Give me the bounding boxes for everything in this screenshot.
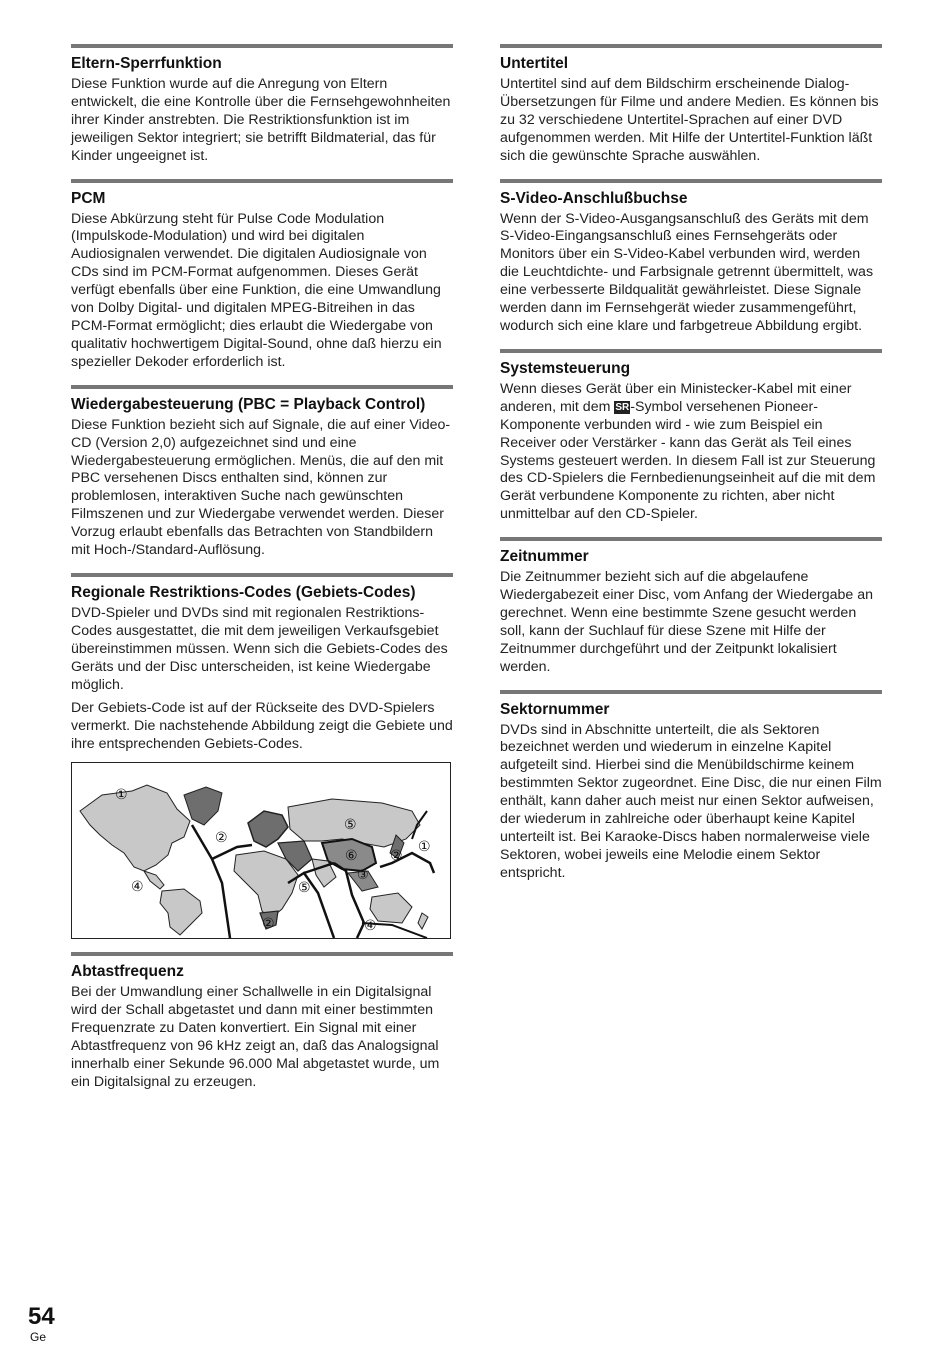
left-column — [71, 44, 453, 1105]
section-heading: Sektornummer — [500, 700, 610, 718]
section-text: Bei der Umwandlung einer Schallwelle in ein Digitalsignal wird der Schall abgetastet und dann mit einer bestimmten Frequenzrate zu Daten konvertiert. Ein Signal mit einer Abtastfrequenz von 96 kHz zeigt an, daß das Analogsignal innerhalb einer Sekunde 96.000 Mal abgetastet wurde, um ein Digitalsignal zu erzeugen. — [71, 984, 440, 1090]
section-text: DVDs sind in Abschnitte unterteilt, die als Sektoren bezeichnet werden und wiederum in einzelne Kapitel aufgeteilt sind. Hierbei sind die Menübildschirme keinem bestimmten Sektor zugeordnet. Eine Disc, die nur einen Film enthält, kann daher auch meist nur einen Sektor aufweisen, der wiederum in zahlreiche oder überhaupt keine Kapitel unterteilt ist. Bei Karaoke-Discs haben normalerweise viele Sektoren, wobei jeweils eine Melodie einem Sektor entspricht. — [500, 721, 882, 881]
section-heading: Abtastfrequenz — [71, 963, 184, 981]
right-column — [500, 44, 882, 896]
section-text: Wenn der S-Video-Ausgangsanschluß des Geräts mit dem S-Video-Eingangsanschluß eines Fernsehgeräts oder Monitors über ein S-Video-Kabel verbunden wird, werden die Leuchtdichte- und Farbsignale getrennt übermittelt, was eine verbesserte Bildqualität gewährleistet. Diese Signale werden dann im Fernsehgerät wieder zusammengeführt, wodurch sich eine klare und farbgetreue Abbildung ergibt. — [500, 210, 874, 334]
section-eltern-sperrfunktion — [71, 44, 453, 166]
map-region-label: ① — [115, 787, 128, 804]
page-number: 54 — [28, 1303, 55, 1330]
section-heading: Untertitel — [500, 55, 569, 72]
section-pbc — [71, 385, 453, 560]
section-text: Die Zeitnummer bezieht sich auf die abgelaufene Wiedergabezeit einer Disc, vom Anfang der Wiedergabe an gerechnet. Wenn eine bestimmte Szene gesucht werden soll, kann der Suchlauf für diese Szene mit Hilfe der Zeitnummer durchgeführt und der Zeitpunkt lokalisiert werden. — [500, 569, 874, 675]
section-pcm — [71, 179, 453, 372]
map-region-label: ① — [418, 839, 431, 856]
section-untertitel — [500, 44, 882, 166]
text-part: -Symbol versehenen Pioneer-Komponente verbunden wird - wie zum Beispiel ein Receiver oder Verstärker - kann das Gerät als Teil eines Systems gesteuert werden. In diesem Fall ist zur Steuerung des CD-Spielers die Fernbedienungseinheit auf die mit dem Gerät verbundene Komponente zu richten, aber nicht unmittelbar auf den CD-Spieler. — [500, 398, 876, 523]
greenland-shape — [184, 787, 222, 825]
page-language-code: Ge — [30, 1330, 47, 1344]
world-map-graphic — [72, 763, 450, 938]
section-heading: Eltern-Sperrfunktion — [71, 55, 222, 72]
section-heading: Systemsteuerung — [500, 359, 631, 377]
section-text: Diese Funktion bezieht sich auf Signale, die auf einer Video-CD (Version 2,0) aufgezeichnet sind und eine Wiedergabesteuerung ermöglichen. Menüs, die auf den mit PBC versehenen Discs enthalten sind, können zur problemlosen, interaktiven Suche nach gewünschten Filmszenen und zur Wiedergabe verwendet werden. Dieser Vorzug erlaubt ebenfalls das Betrachten von Standbildern mit Hoch-/Standard-Auflösung. — [71, 416, 451, 559]
map-region-label: ⑤ — [298, 880, 311, 897]
section-s-video — [500, 179, 882, 336]
new-zealand-shape — [418, 913, 428, 929]
region-map — [71, 762, 451, 939]
text-part: Wenn dieses Gerät über ein Ministecker-Kabel mit einer anderen, mit dem — [500, 380, 852, 415]
section-systemsteuerung — [500, 349, 882, 524]
map-region-label: ② — [215, 830, 228, 847]
section-zeitnummer — [500, 537, 882, 676]
europe-shape — [248, 811, 288, 847]
section-text: Der Gebiets-Code ist auf der Rückseite des DVD-Spielers vermerkt. Die nachstehende Abbildung zeigt die Gebiete und ihre entsprechenden Gebiets-Codes. — [71, 700, 453, 753]
section-text: Diese Abkürzung steht für Pulse Code Modulation (Impulskode-Modulation) und wird bei digitalen Audiosignalen verwendet. Die digitalen Audiosignale von CDs sind im PCM-Format aufgenommen. Dieses Gerät verfügt ebenfalls über eine Funktion, die eine Umwandlung von Dolby Digital- und digitalen MPEG-Bitreihen in das PCM-Format ermöglicht; dies erlaubt die Wiedergabe von qualitativ hochwertigem Digital-Sound, ohne daß hierzu ein spezieller Dekoder erforderlich ist. — [71, 210, 442, 370]
north-america-shape — [80, 785, 190, 871]
section-heading: Zeitnummer — [500, 548, 589, 566]
section-heading: Regionale Restriktions-Codes (Gebiets-Codes) — [71, 583, 416, 601]
section-text: Diese Funktion wurde auf die Anregung von Eltern entwickelt, die eine Kontrolle über die Fernsehgewohnheiten ihrer Kinder anstrebten. Die Restriktionsfunktion ist im jeweiligen Sektor integriert; sie betrifft Bildmaterial, das für Kinder ungeeignet ist. — [71, 76, 451, 164]
section-heading: PCM — [71, 189, 106, 207]
section-heading: S-Video-Anschlußbuchse — [500, 189, 688, 207]
central-america-shape — [144, 871, 164, 889]
map-region-label: ② — [262, 916, 275, 933]
south-america-shape — [160, 889, 202, 935]
map-region-label: ③ — [357, 868, 369, 884]
map-region-label: ④ — [131, 879, 144, 896]
map-region-label: ④ — [364, 918, 377, 935]
region-boundary-line — [380, 853, 434, 873]
section-region-codes — [71, 573, 453, 939]
section-text — [500, 381, 882, 524]
section-text: Untertitel sind auf dem Bildschirm erscheinende Dialog-Übersetzungen für Filme und andere Medien. Es können bis zu 32 verschiedene Untertitel-Sprachen auf einer DVD aufgenommen werden. Mit Hilfe der Untertitel-Funktion läßt sich die gewünschte Sprache auswählen. — [500, 76, 879, 164]
sr-system-icon: SR — [615, 401, 630, 413]
section-heading: Wiedergabesteuerung (PBC = Playback Control) — [71, 395, 426, 413]
map-region-label: ② — [390, 848, 403, 865]
section-sektornummer — [500, 690, 882, 883]
map-region-label: ⑥ — [345, 848, 358, 865]
section-text: DVD-Spieler und DVDs sind mit regionalen Restriktions-Codes ausgestattet, die mit dem jeweiligen Verkaufsgebiet übereinstimmen müssen. Wenn sich die Gebiets-Codes des Geräts und der Disc unterscheiden, ist keine Wiedergabe möglich. — [71, 604, 448, 693]
section-abtastfrequenz — [71, 952, 453, 1091]
map-region-label: ⑤ — [344, 817, 357, 834]
